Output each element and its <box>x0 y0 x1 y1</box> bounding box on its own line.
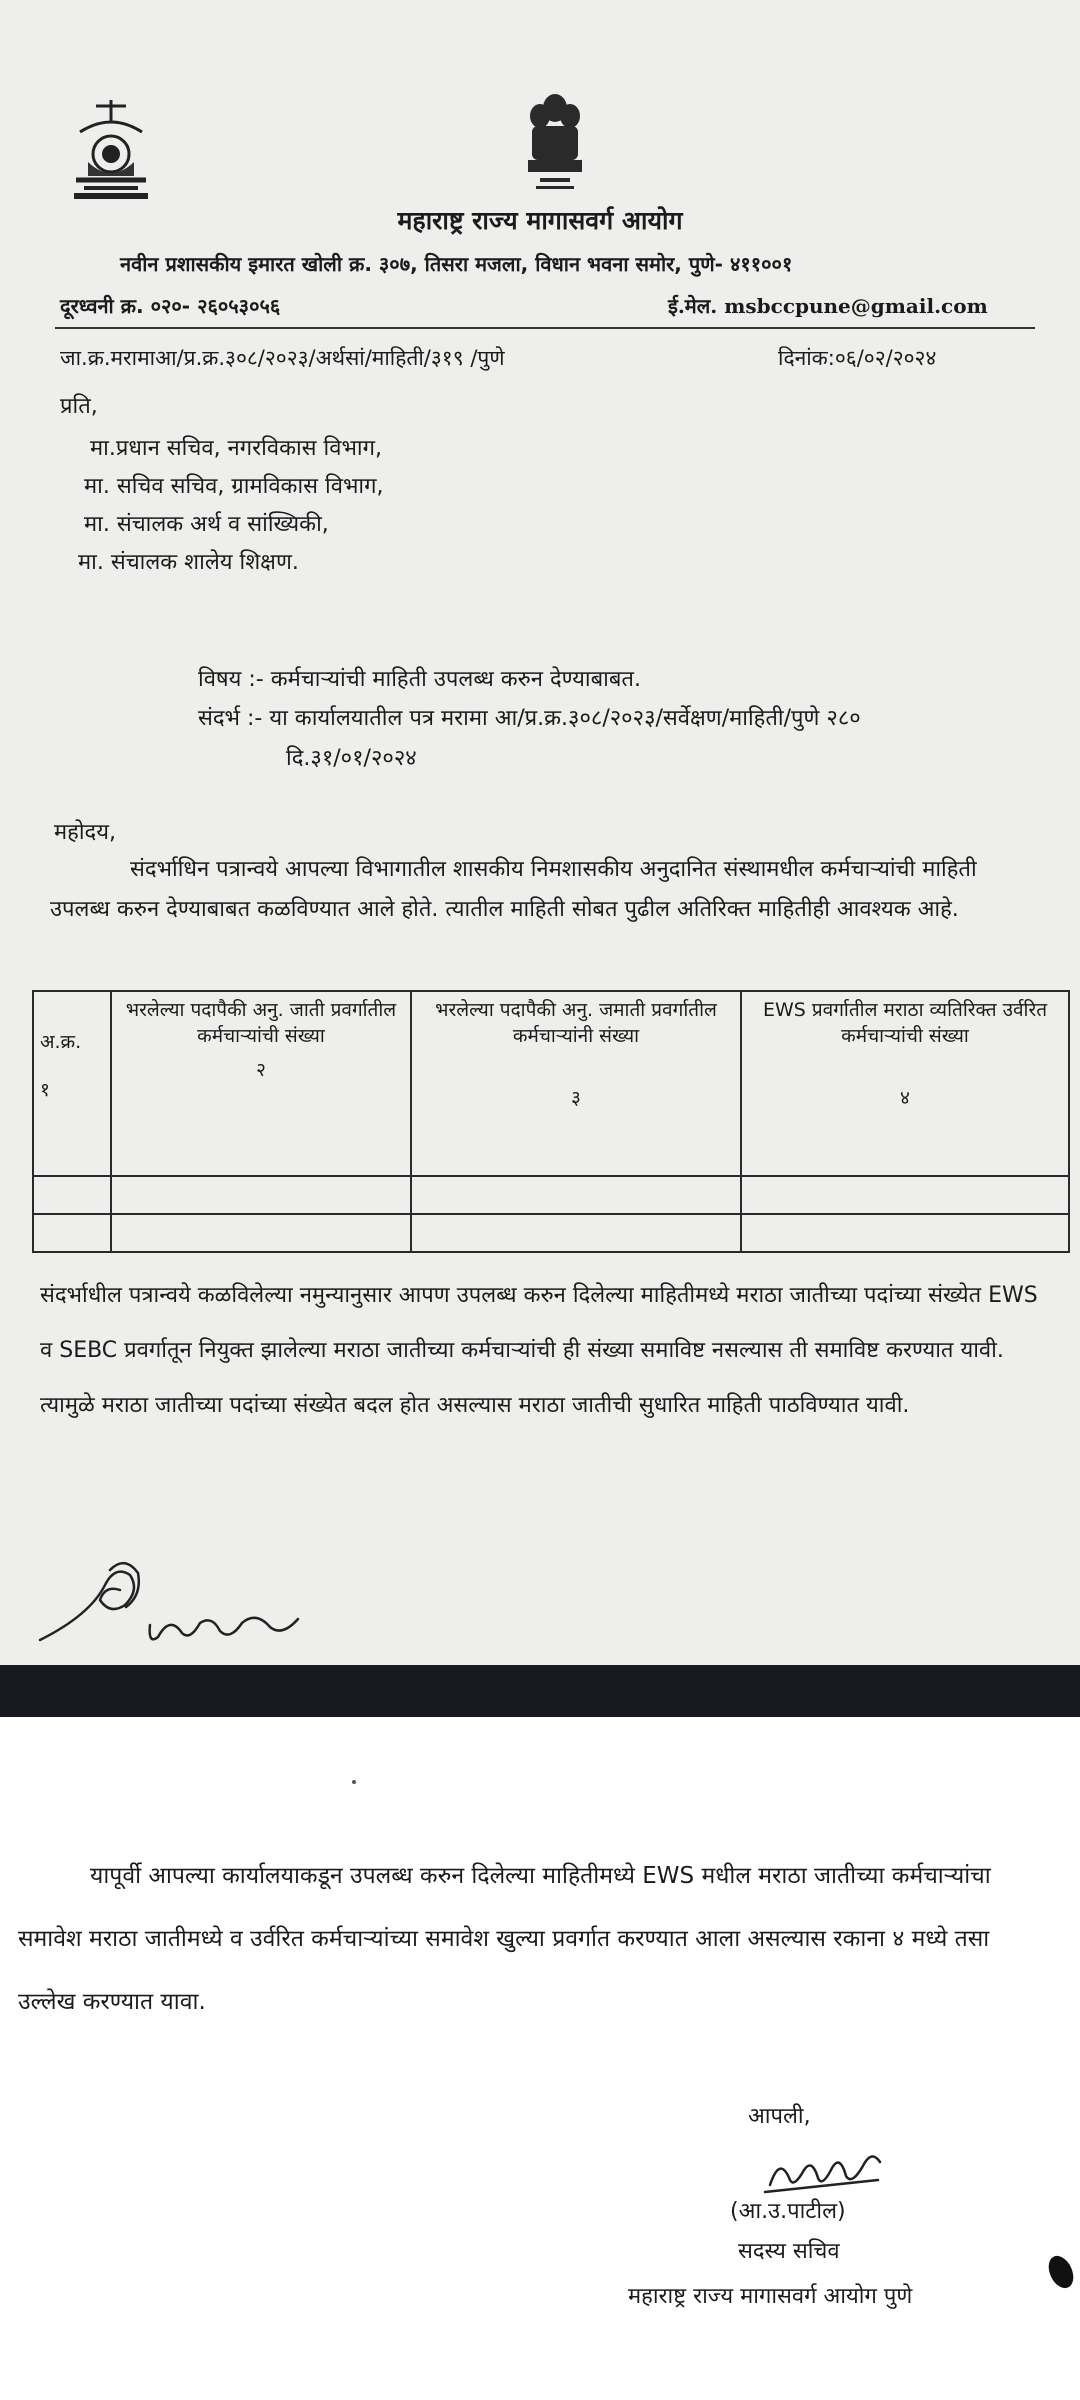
reference-date: दि.३१/०१/२०२४ <box>286 746 417 771</box>
header-serial: अ.क्र. <box>40 1031 82 1053</box>
recipient-2: मा. सचिव सचिव, ग्रामविकास विभाग, <box>84 474 384 499</box>
organisation-name: महाराष्ट्र राज्य मागासवर्ग आयोग पुणे <box>628 2284 913 2309</box>
row-serial: १ <box>40 1079 50 1101</box>
table-cell <box>411 991 741 1176</box>
commission-title: महाराष्ट्र राज्य मागासवर्ग आयोग <box>397 206 683 235</box>
phone-number: दूरध्वनी क्र. ०२०- २६०५३०५६ <box>60 294 281 318</box>
table-cell <box>111 991 411 1176</box>
ink-spot <box>1044 2252 1078 2292</box>
table-row <box>33 1176 1069 1214</box>
header-divider <box>55 327 1035 329</box>
page-separator-band <box>0 1665 1080 1717</box>
body-paragraph-1: संदर्भाधिन पत्रान्वये आपल्या विभागातील शासकीय निमशासकीय अनुदानित संस्थामधील कर्मचाऱ्यांची माहिती उपलब्ध करुन देण्याबाबत कळविण्यात आले होते. त्यातील माहिती सोबत पुढील अतिरिक्त माहितीही आवश्यक आहे. <box>50 857 977 922</box>
recipient-1: मा.प्रधान सचिव, नगरविकास विभाग, <box>90 436 383 461</box>
email-address: ई.मेल. msbccpune@gmail.com <box>668 294 988 318</box>
header-ews: EWS प्रवर्गातील मराठा व्यतिरिक्त उर्वरित कर्मचाऱ्यांची संख्या <box>762 999 1048 1047</box>
table-cell <box>741 991 1069 1176</box>
handwritten-signature-icon <box>30 1545 330 1655</box>
row-st-value: ३ <box>571 1087 581 1109</box>
signature-text <box>150 1600 153 1601</box>
reference-number: जा.क्र.मरामाआ/प्र.क्र.३०८/२०२३/अर्थसां/माहिती/३१९ /पुणे <box>60 346 505 370</box>
table-row <box>33 991 1069 1176</box>
body-paragraph-3: यापूर्वी आपल्या कार्यालयाकडून उपलब्ध करुन दिलेल्या माहितीमध्ये EWS मधील मराठा जातीच्या कर्मचाऱ्यांचा समावेश मराठा जातीमध्ये व उर्वरित कर्मचाऱ्यांच्या समावेश खुल्या प्रवर्गात करण्यात आला असल्यास रकाना ४ मध्ये तसा उल्लेख करण्यात यावा. <box>18 1863 991 2015</box>
commission-emblem-icon <box>66 92 156 204</box>
salutation: महोदय, <box>54 820 116 845</box>
reference-line: संदर्भ :- या कार्यालयातील पत्र मरामा आ/प्र.क्र.३०८/२०२३/सर्वेक्षण/माहिती/पुणे २८० <box>198 706 861 731</box>
office-address: नवीन प्रशासकीय इमारत खोली क्र. ३०७, तिसरा मजला, विधान भवना समोर, पुणे- ४११००१ <box>120 252 793 276</box>
national-emblem-icon <box>520 88 590 196</box>
signatory-designation: सदस्य सचिव <box>738 2239 840 2264</box>
body-paragraph-2: संदर्भाधील पत्रान्वये कळविलेल्या नमुन्यानुसार आपण उपलब्ध करुन दिलेल्या माहितीमध्ये मराठा जातीच्या पदांच्या संख्येत EWS व SEBC प्रवर्गातून नियुक्त झालेल्या मराठा जातीच्या कर्मचाऱ्यांची ही संख्या समाविष्ट नसल्यास ती समाविष्ट करण्यात यावी. त्यामुळे मराठा जातीच्या पदांच्या संख्येत बदल होत असल्यास मराठा जातीची सुधारित माहिती पाठविण्यात यावी. <box>40 1283 1038 1418</box>
row-sc-value: २ <box>256 1059 266 1081</box>
prati-label: प्रति, <box>60 394 98 419</box>
subject-line: विषय :- कर्मचाऱ्यांची माहिती उपलब्ध करुन देण्याबाबत. <box>198 667 641 692</box>
header-sc: भरलेल्या पदापैकी अनु. जाती प्रवर्गातील कर्मचाऱ्यांची संख्या <box>125 999 397 1047</box>
header-st: भरलेल्या पदापैकी अनु. जमाती प्रवर्गातील कर्मचाऱ्यांनी संख्या <box>435 999 717 1047</box>
table-row <box>33 1214 1069 1252</box>
closing-text: आपली, <box>748 2104 811 2129</box>
scan-speck <box>352 1780 356 1784</box>
recipient-4: मा. संचालक शालेय शिक्षण. <box>78 550 299 575</box>
letter-date: दिनांक:०६/०२/२०२४ <box>778 346 937 370</box>
secretary-signature-icon <box>760 2140 890 2200</box>
table-cell <box>33 991 111 1176</box>
staff-count-table <box>32 990 1070 1253</box>
signatory-name: (आ.उ.पाटील) <box>730 2199 846 2224</box>
row-ews-value: ४ <box>900 1087 910 1109</box>
recipient-3: मा. संचालक अर्थ व सांख्यिकी, <box>84 512 329 537</box>
